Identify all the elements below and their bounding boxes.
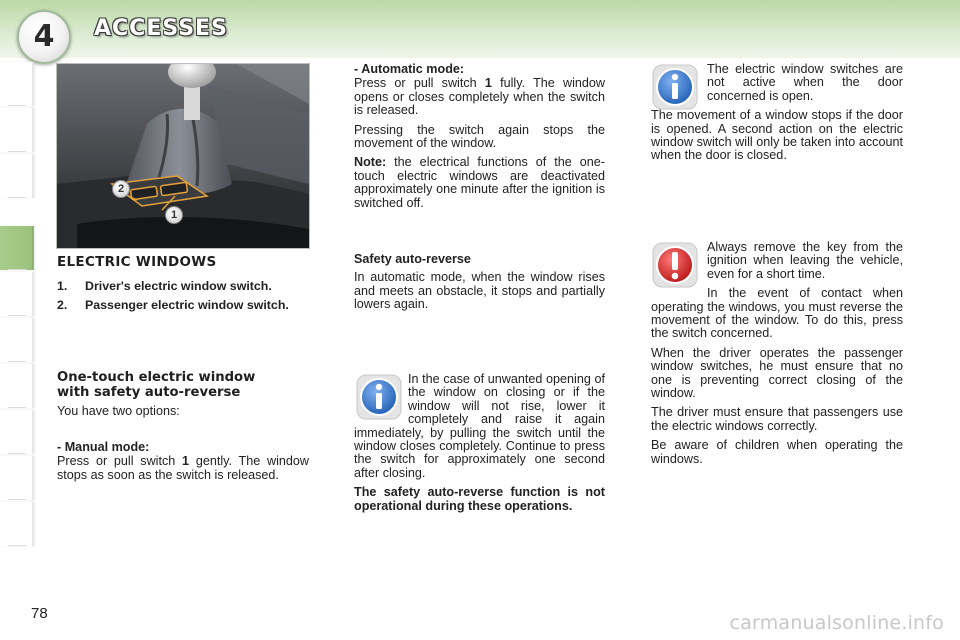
intro-text: You have two options: [57,404,180,418]
manual-mode-heading: - Manual mode: [57,440,150,454]
list-number: 2. [57,298,68,313]
chapter-title: ACCESSES [94,16,228,41]
chapter-tab[interactable] [0,154,34,198]
switch-ref: 1 [182,454,190,469]
safety-text: In automatic mode, when the window rises and meets an obstacle, it stops and partially lowers again. [354,270,605,312]
info-unwanted-bold: The safety auto-reverse function is not operational during these operations. [354,485,605,513]
warning-para: When the driver operates the passenger window switches, he must ensure that no one is preventing correct closing of the window. [651,345,903,401]
text-run: Press or pull switch [354,76,485,91]
chapter-tab[interactable] [0,62,34,106]
switch-list [57,280,307,318]
section-heading: ELECTRIC WINDOWS [57,254,217,270]
note-label: Note: [354,155,387,170]
text-run: fully. The window opens or closes completely when the switch is released. [354,76,605,118]
icon-spacer [651,241,707,291]
heading-line: with safety auto-reverse [57,385,241,400]
text-run: the electrical functions of the one-touch electric windows are deactivated approximately one minute after the ignition is switched off. [354,155,605,210]
automatic-mode-para: Pressing the switch again stops the movement of the window. [354,122,605,151]
chapter-tab[interactable] [0,502,34,546]
list-label: Driver's electric window switch. [85,279,272,293]
automatic-mode-text [354,77,605,117]
chapter-tab[interactable] [0,364,34,408]
chapter-number-badge: 4 [17,10,71,64]
chapter-tab[interactable] [0,410,34,454]
chapter-tab-active[interactable] [0,226,34,270]
list-label: Passenger electric window switch. [85,298,289,313]
chapter-tab[interactable] [0,108,34,152]
note-para [354,156,605,210]
info-door-para: The electric window switches are not active when the door concerned is open. [707,62,903,103]
manual-mode-text [57,455,309,482]
chapter-tabs [0,62,34,574]
safety-heading: Safety auto-reverse [354,252,471,266]
subsection-heading [57,370,307,400]
text-run: gently. The window stops as soon as the switch is released. [57,454,309,482]
safety-block [354,253,605,318]
automatic-mode-heading: - Automatic mode: [354,62,465,76]
info-unwanted-text: In the case of unwanted opening of the window on closing or if the window will not rise, lower it completely and raise it again immediately, by pulling the switch until the window closes completely. Continue to press the switch for approximately one second after closing. [354,372,605,480]
list-number: 1. [57,279,68,293]
chapter-tab[interactable] [0,456,34,500]
warning-para: In the event of contact when operating the windows, you must reverse the movement of the window. To do this, press the switch concerned. [651,286,903,341]
text-run: Press or pull switch [57,454,183,469]
switch-ref: 1 [484,76,492,91]
list-item [57,280,307,293]
info-unwanted-block [354,373,605,519]
page-number: 78 [31,605,48,622]
automatic-mode-block [354,63,605,216]
warning-para: Be aware of children when operating the windows. [651,438,903,466]
console-photo [56,63,310,249]
icon-spacer [354,373,408,423]
info-door-para: The movement of a window stops if the door is opened. A second action on the electric window switch will only be taken into account when the door is closed. [651,108,903,163]
list-item [57,299,307,312]
callout-1: 1 [165,206,183,224]
warning-block [651,241,903,472]
icon-spacer [651,63,707,109]
info-door-block [651,63,903,169]
site-watermark[interactable]: carmanualsonline.info [729,612,944,634]
manual-mode-block [57,441,309,488]
warning-para: The driver must ensure that passengers use the electric windows correctly. [651,405,903,433]
chapter-tab[interactable] [0,318,34,362]
callout-2: 2 [112,180,130,198]
warning-para: Always remove the key from the ignition when leaving the vehicle, even for a short time. [707,240,903,281]
heading-line: One-touch electric window [57,370,256,385]
chapter-tab[interactable] [0,272,34,316]
